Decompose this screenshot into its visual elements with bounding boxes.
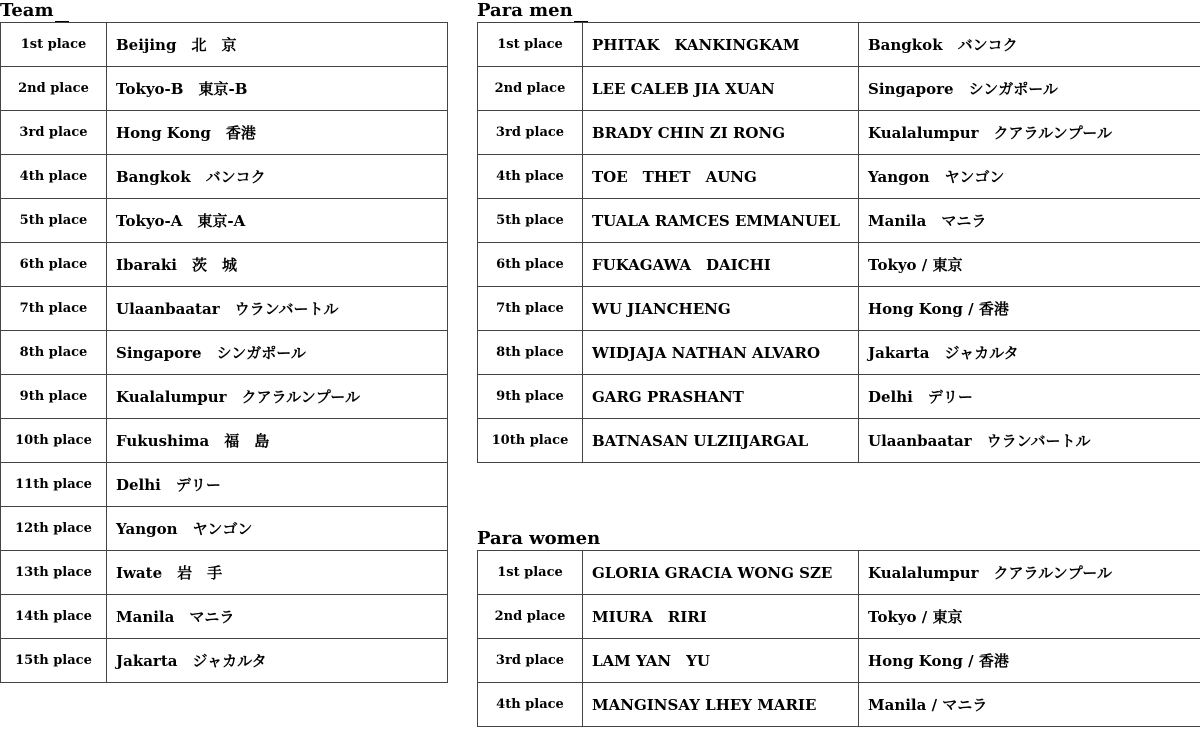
team-name-cell: Tokyo-A 東京-A <box>107 199 448 243</box>
table-row <box>1 331 448 375</box>
table-row <box>1 243 448 287</box>
team-title-text: Team <box>0 0 54 21</box>
city-cell: Delhi デリー <box>859 375 1200 419</box>
place-cell: 3rd place <box>478 111 583 155</box>
place-cell: 8th place <box>478 331 583 375</box>
table-row <box>478 243 1200 287</box>
place-cell: 3rd place <box>478 639 583 683</box>
table-row <box>1 639 448 683</box>
place-cell: 9th place <box>1 375 107 419</box>
table-row <box>1 463 448 507</box>
table-row <box>1 67 448 111</box>
city-cell: Kualalumpur クアラルンプール <box>859 551 1200 595</box>
athlete-name-cell: FUKAGAWA DAICHI <box>583 243 859 287</box>
city-cell: Manila / マニラ <box>859 683 1200 727</box>
table-row <box>478 111 1200 155</box>
city-cell: Jakarta ジャカルタ <box>859 331 1200 375</box>
table-row <box>478 287 1200 331</box>
city-cell: Bangkok バンコク <box>859 23 1200 67</box>
table-row <box>1 507 448 551</box>
place-cell: 5th place <box>478 199 583 243</box>
place-cell: 4th place <box>478 155 583 199</box>
city-cell: Yangon ヤンゴン <box>859 155 1200 199</box>
city-cell: Singapore シンガポール <box>859 67 1200 111</box>
team-name-cell: Ulaanbaatar ウランバートル <box>107 287 448 331</box>
athlete-name-cell: BRADY CHIN ZI RONG <box>583 111 859 155</box>
table-row <box>478 23 1200 67</box>
athlete-name-cell: MANGINSAY LHEY MARIE <box>583 683 859 727</box>
table-row <box>1 23 448 67</box>
para-men-table <box>477 22 1200 463</box>
place-cell: 2nd place <box>478 67 583 111</box>
place-cell: 13th place <box>1 551 107 595</box>
team-name-cell: Yangon ヤンゴン <box>107 507 448 551</box>
place-cell: 14th place <box>1 595 107 639</box>
table-row <box>1 375 448 419</box>
place-cell: 15th place <box>1 639 107 683</box>
place-cell: 2nd place <box>478 595 583 639</box>
athlete-name-cell: GARG PRASHANT <box>583 375 859 419</box>
city-cell: Ulaanbaatar ウランバートル <box>859 419 1200 463</box>
table-row <box>478 155 1200 199</box>
city-cell: Manila マニラ <box>859 199 1200 243</box>
athlete-name-cell: MIURA RIRI <box>583 595 859 639</box>
place-cell: 1st place <box>478 551 583 595</box>
team-title <box>0 0 69 22</box>
title-underline <box>574 21 588 22</box>
place-cell: 6th place <box>478 243 583 287</box>
team-name-cell: Fukushima 福 島 <box>107 419 448 463</box>
place-cell: 7th place <box>478 287 583 331</box>
para-women-section <box>477 528 1200 727</box>
team-name-cell: Jakarta ジャカルタ <box>107 639 448 683</box>
table-row <box>1 155 448 199</box>
table-row <box>478 67 1200 111</box>
place-cell: 7th place <box>1 287 107 331</box>
athlete-name-cell: TUALA RAMCES EMMANUEL <box>583 199 859 243</box>
para-women-title <box>477 528 600 550</box>
place-cell: 4th place <box>478 683 583 727</box>
place-cell: 4th place <box>1 155 107 199</box>
city-cell: Hong Kong / 香港 <box>859 287 1200 331</box>
place-cell: 8th place <box>1 331 107 375</box>
team-name-cell: Beijing 北 京 <box>107 23 448 67</box>
para-women-table <box>477 550 1200 727</box>
team-results-table <box>0 22 448 683</box>
team-name-cell: Bangkok バンコク <box>107 155 448 199</box>
place-cell: 3rd place <box>1 111 107 155</box>
athlete-name-cell: LEE CALEB JIA XUAN <box>583 67 859 111</box>
table-row <box>1 419 448 463</box>
athlete-name-cell: WU JIANCHENG <box>583 287 859 331</box>
table-row <box>1 551 448 595</box>
place-cell: 5th place <box>1 199 107 243</box>
place-cell: 6th place <box>1 243 107 287</box>
team-results-section <box>0 0 448 683</box>
team-name-cell: Hong Kong 香港 <box>107 111 448 155</box>
table-row <box>1 595 448 639</box>
title-underline <box>55 21 69 22</box>
city-cell: Tokyo / 東京 <box>859 243 1200 287</box>
table-row <box>478 683 1200 727</box>
city-cell: Tokyo / 東京 <box>859 595 1200 639</box>
city-cell: Kualalumpur クアラルンプール <box>859 111 1200 155</box>
place-cell: 12th place <box>1 507 107 551</box>
table-row <box>478 375 1200 419</box>
athlete-name-cell: LAM YAN YU <box>583 639 859 683</box>
athlete-name-cell: BATNASAN ULZIIJARGAL <box>583 419 859 463</box>
athlete-name-cell: TOE THET AUNG <box>583 155 859 199</box>
place-cell: 1st place <box>478 23 583 67</box>
team-name-cell: Manila マニラ <box>107 595 448 639</box>
para-men-section <box>477 0 1200 463</box>
table-row <box>478 331 1200 375</box>
athlete-name-cell: GLORIA GRACIA WONG SZE <box>583 551 859 595</box>
para-women-title-text: Para women <box>477 528 601 549</box>
table-row <box>1 111 448 155</box>
team-name-cell: Kualalumpur クアラルンプール <box>107 375 448 419</box>
team-name-cell: Iwate 岩 手 <box>107 551 448 595</box>
para-men-title <box>477 0 588 22</box>
place-cell: 10th place <box>1 419 107 463</box>
table-row <box>478 639 1200 683</box>
team-name-cell: Delhi デリー <box>107 463 448 507</box>
place-cell: 10th place <box>478 419 583 463</box>
athlete-name-cell: WIDJAJA NATHAN ALVARO <box>583 331 859 375</box>
athlete-name-cell: PHITAK KANKINGKAM <box>583 23 859 67</box>
table-row <box>478 551 1200 595</box>
table-row <box>478 199 1200 243</box>
table-row <box>478 595 1200 639</box>
team-name-cell: Ibaraki 茨 城 <box>107 243 448 287</box>
table-row <box>1 199 448 243</box>
city-cell: Hong Kong / 香港 <box>859 639 1200 683</box>
place-cell: 9th place <box>478 375 583 419</box>
table-row <box>478 419 1200 463</box>
team-name-cell: Tokyo-B 東京-B <box>107 67 448 111</box>
table-row <box>1 287 448 331</box>
place-cell: 1st place <box>1 23 107 67</box>
para-men-title-text: Para men <box>477 0 573 21</box>
place-cell: 11th place <box>1 463 107 507</box>
place-cell: 2nd place <box>1 67 107 111</box>
team-name-cell: Singapore シンガポール <box>107 331 448 375</box>
